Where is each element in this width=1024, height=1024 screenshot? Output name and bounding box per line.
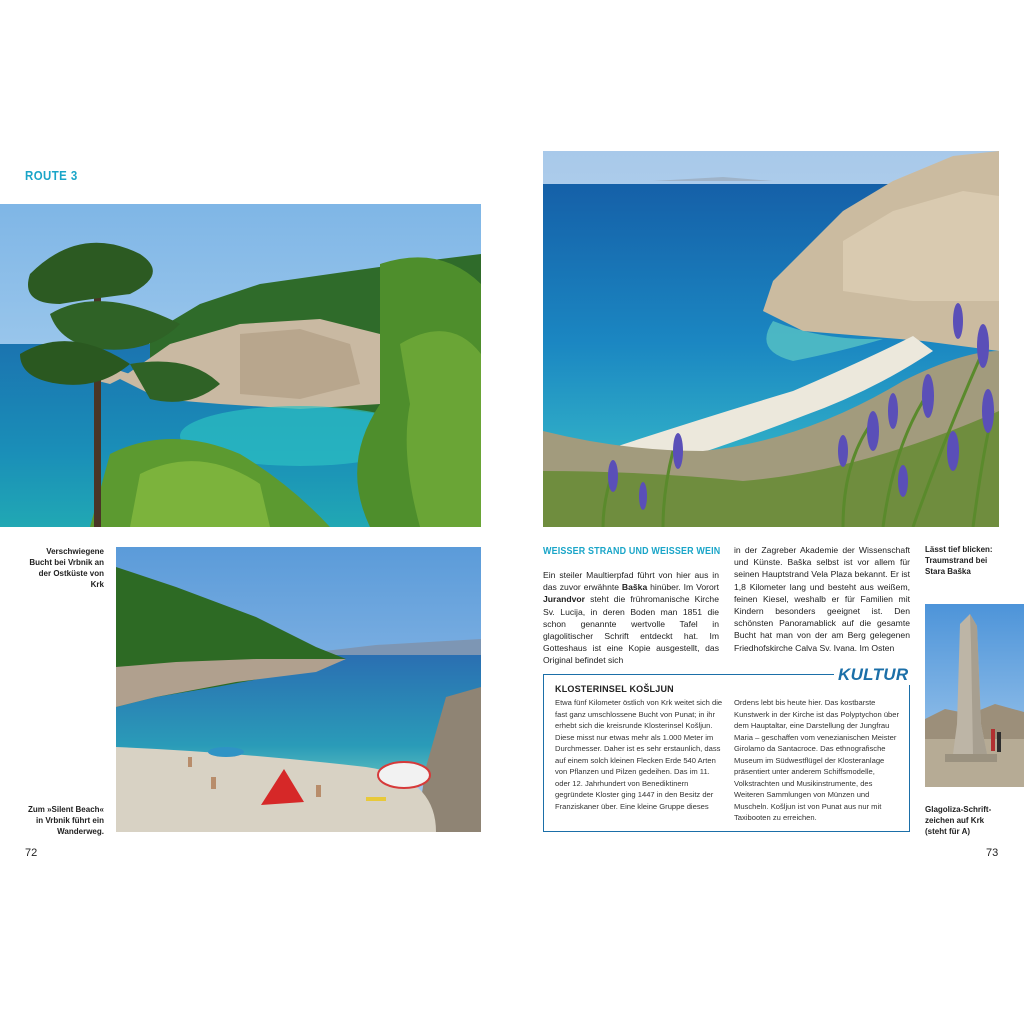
stara-baska-photo [543, 151, 999, 527]
glagolitic-monument-photo [925, 604, 1024, 787]
kultur-column-1: Etwa fünf Kilometer östlich von Krk weitet sich die fast ganz umschlossene Bucht von Punat; in ihr erhebt sich die kreisrunde Klosterinsel Košljun. Diese misst nur etwas mehr als 1.000 Meter im Durchmesser. Daher ist es sehr erstaunlich, dass auf einem solch kleinen Flecken Erde 540 Arten von Pflanzen und Pilzen gedeihen. Das im 11. oder 12. Jahrhundert von Benediktinern gegründete Kloster ging 1447 in den Besitz der Franziskaner über. Eine kleine Gruppe dieses [555, 698, 723, 811]
kultur-column-2: Ordens lebt bis heute hier. Das kostbarste Kunstwerk in der Kirche ist das Polyptychon über dem Hauptaltar, eine Darstellung der Jungfrau Maria – geschaffen vom venezianischen Meister Girolamo da Santacroce. Das ethnografische Museum im Südwestflügel der Klosteranlage präsentiert unter anderem Schiffsmodelle, Volkstrachten und Musikinstrumente, des Weiteren Sammlungen von Münzen und Muscheln. Košljun ist von Punat aus nur mit Taxibooten zu erreichen. [734, 698, 900, 822]
section-subhead: WEISSER STRAND UND WEISSER WEIN [543, 545, 721, 557]
caption-top-left: Verschwiegene Bucht bei Vrbnik an der Ostküste von Krk [29, 547, 104, 589]
caption-bottom-right: Glagoliza-Schrift-zeichen auf Krk (steht für A) [925, 805, 992, 836]
caption-bottom-left: Zum »Silent Beach« in Vrbnik führt ein Wanderweg. [27, 805, 104, 836]
silent-beach-photo [116, 547, 481, 832]
section-label: ROUTE 3 [25, 168, 78, 183]
kultur-label: KULTUR [834, 665, 912, 685]
caption-top-right: Lässt tief blicken: Traumstrand bei Stara Baška [925, 545, 993, 576]
body-column-2: in der Zagreber Akademie der Wissenschaft und Künste. Baška selbst ist vor allem für seinen Hauptstrand Vela Plaza bekannt. Er ist 1,8 Kilometer lang und besteht aus weißem, feinen Kiesel, weshalb er für Familien mit Kindern besonders geeignet ist. Den schönsten Panoramablick auf die gesamte Bucht hat man von der am Berg gelegenen Friedhofskirche Calva Sv. Ivana. Im Osten [734, 545, 910, 653]
kultur-title: KLOSTERINSEL KOŠLJUN [555, 684, 674, 694]
bay-pine-photo [0, 204, 481, 527]
page-number-left: 72 [25, 847, 38, 859]
page-number-right: 73 [986, 847, 999, 859]
body-column-1: Ein steiler Maultierpfad führt von hier aus in das zuvor erwähnte Baška hinüber. Im Vorort Jurandvor steht die frühromanische Kirche Sv. Lucija, in deren Boden man 1851 die schon genannte wertvolle Tafel in glagolitischer Schrift entdeckt hat. Im Gotteshaus ist eine Kopie ausgestellt, das Original befindet sich [543, 570, 719, 666]
